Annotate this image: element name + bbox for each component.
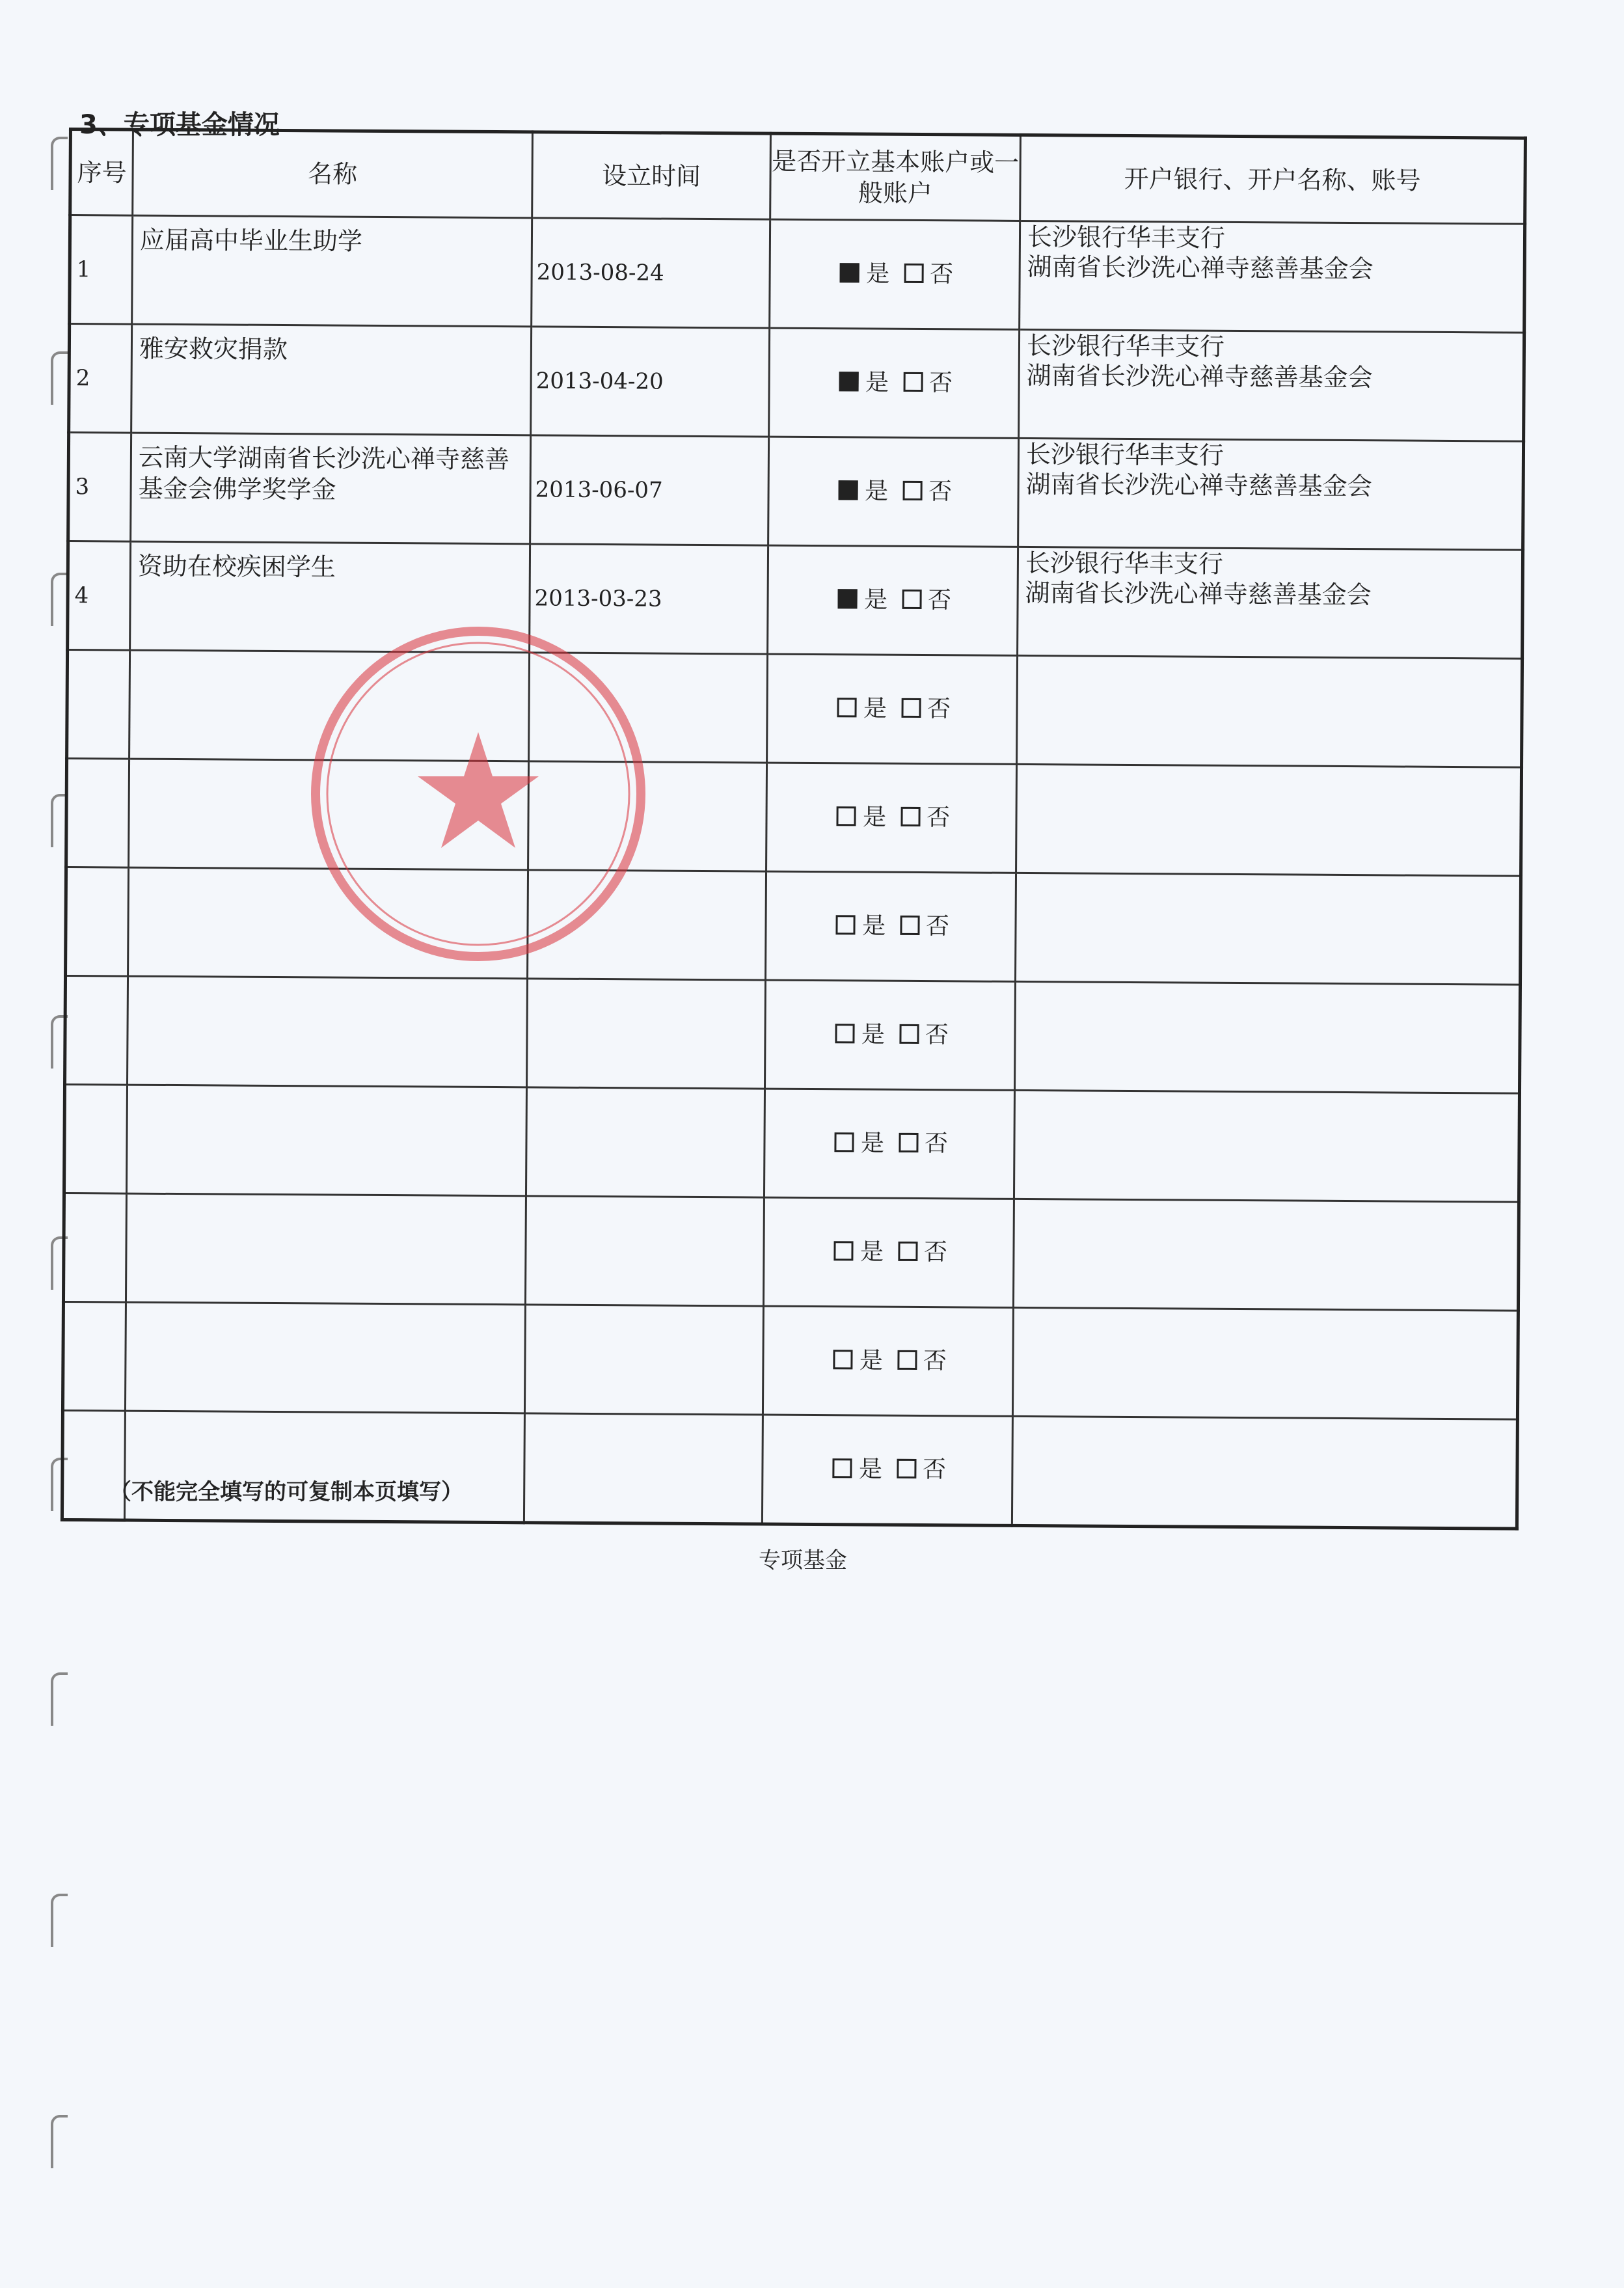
binder-hole-icon [51,573,68,626]
row-account-name: 湖南省长沙洗心禅寺慈善基金会 [1027,252,1374,284]
row-fund-name[interactable]: 应届高中毕业生助学 [132,215,532,327]
row-fund-name[interactable] [126,1193,526,1305]
header-seq: 序号 [70,129,133,216]
row-account-choice [764,1089,1014,1199]
row-bank-info[interactable] [1020,221,1525,333]
row-bank-info[interactable] [1014,981,1520,1093]
checkbox-checked-icon[interactable] [838,589,858,608]
row-account-choice [770,219,1020,329]
row-seq[interactable]: 4 [68,541,131,651]
checkbox-unchecked-icon[interactable] [897,1350,917,1370]
row-bank-name: 长沙银行华丰支行 [1026,331,1225,361]
option-yes-label: 是 [861,1021,886,1048]
table-row [70,215,1525,333]
special-fund-table [61,128,1527,1531]
table-body [62,215,1524,1529]
row-fund-name[interactable]: 雅安救灾捐款 [131,324,532,435]
option-yes-label: 是 [866,260,890,288]
row-account-choice [768,545,1018,655]
row-bank-info[interactable] [1018,438,1524,550]
option-no-label: 否 [930,261,954,288]
row-setup-date[interactable]: 2013-04-20 [531,327,770,437]
option-yes-label: 是 [859,1347,884,1374]
row-account-choice [765,980,1015,1090]
table-row [68,433,1524,551]
row-bank-name: 长沙银行华丰支行 [1027,223,1226,252]
checkbox-unchecked-icon[interactable] [897,1459,916,1478]
option-no-label: 否 [923,1348,947,1375]
binder-hole-icon [51,1672,68,1726]
row-bank-info[interactable] [1016,764,1522,876]
row-account-name: 湖南省长沙洗心禅寺慈善基金会 [1025,578,1372,610]
header-date: 设立时间 [532,132,771,219]
option-no-label: 否 [922,1456,947,1484]
row-account-choice [762,1415,1012,1525]
option-no-label: 否 [926,804,951,832]
checkbox-unchecked-icon[interactable] [902,481,922,500]
row-bank-info[interactable] [1012,1416,1517,1529]
option-no-label: 否 [927,587,952,614]
row-account-choice [766,871,1016,981]
row-fund-name[interactable]: 资助在校疾困学生 [130,541,530,653]
checkbox-unchecked-icon[interactable] [836,915,856,934]
row-bank-info[interactable] [1018,547,1523,659]
option-no-label: 否 [924,1130,949,1158]
row-fund-name[interactable] [125,1302,525,1413]
checkbox-unchecked-icon[interactable] [900,916,919,935]
row-account-choice [766,763,1017,873]
row-setup-date[interactable] [528,761,767,871]
row-setup-date[interactable] [529,653,768,763]
checkbox-unchecked-icon[interactable] [899,1133,918,1152]
checkbox-unchecked-icon[interactable] [835,1024,855,1043]
binder-hole-icon [51,137,68,190]
row-fund-name[interactable]: 云南大学湖南省长沙洗心禅寺慈善基金会佛学奖学金 [131,433,531,544]
row-fund-name[interactable] [129,650,530,761]
option-yes-label: 是 [861,912,886,940]
row-seq[interactable] [67,650,130,759]
row-setup-date[interactable] [524,1413,763,1524]
binder-hole-icon [51,351,68,405]
row-account-choice [768,437,1019,547]
row-seq[interactable]: 3 [68,433,131,542]
row-account-choice [767,654,1018,764]
checkbox-checked-icon[interactable] [839,372,859,391]
table-row [69,324,1524,442]
table-row [63,1193,1519,1311]
checkbox-checked-icon[interactable] [840,263,859,282]
option-no-label: 否 [928,478,953,506]
row-setup-date[interactable] [525,1196,764,1306]
checkbox-unchecked-icon[interactable] [837,698,857,717]
table-row [66,867,1521,985]
row-bank-info[interactable] [1013,1199,1519,1311]
row-setup-date[interactable] [527,979,766,1089]
option-no-label: 否 [929,370,953,397]
option-yes-label: 是 [863,586,888,614]
page-footer: 专项基金 [759,1547,847,1573]
row-setup-date[interactable] [524,1305,763,1415]
fund-table-wrapper [61,128,1524,1484]
row-bank-name: 长沙银行华丰支行 [1025,439,1225,470]
header-account: 是否开立基本账户或一般账户 [770,133,1021,221]
option-no-label: 否 [923,1239,948,1266]
table-row [64,1084,1519,1202]
table-row [68,541,1523,659]
row-fund-name[interactable] [128,867,528,979]
row-seq[interactable] [65,975,128,1085]
row-bank-name: 长沙银行华丰支行 [1025,548,1224,579]
row-fund-name[interactable] [124,1411,524,1523]
checkbox-unchecked-icon[interactable] [837,806,856,826]
checkbox-unchecked-icon[interactable] [833,1350,853,1369]
checkbox-unchecked-icon[interactable] [900,807,920,826]
checkbox-unchecked-icon[interactable] [904,264,923,283]
option-yes-label: 是 [863,695,887,722]
checkbox-unchecked-icon[interactable] [901,698,921,718]
section-title: 3、专项基金情况 [79,110,280,140]
option-yes-label: 是 [859,1238,884,1266]
header-bank: 开户银行、开户名称、账号 [1020,135,1526,224]
table-row [65,975,1521,1093]
checkbox-unchecked-icon[interactable] [835,1132,854,1152]
checkbox-unchecked-icon[interactable] [833,1458,852,1478]
row-setup-date[interactable]: 2013-08-24 [532,218,770,328]
option-yes-label: 是 [858,1456,883,1483]
table-row [66,758,1522,876]
row-fund-name[interactable] [129,759,529,870]
option-no-label: 否 [925,1022,949,1049]
checkbox-unchecked-icon[interactable] [834,1241,854,1260]
checkbox-unchecked-icon[interactable] [902,590,921,609]
row-setup-date[interactable] [528,870,766,980]
option-yes-label: 是 [860,1130,885,1157]
checkbox-checked-icon[interactable] [839,480,858,500]
row-seq[interactable] [64,1084,127,1193]
header-name: 名称 [133,129,533,218]
option-no-label: 否 [927,696,951,723]
row-seq[interactable]: 2 [69,324,132,433]
row-bank-info[interactable] [1017,655,1522,767]
checkbox-unchecked-icon[interactable] [898,1242,917,1261]
binder-hole-icon [51,2115,68,2168]
row-seq[interactable] [66,758,129,867]
table-header-row [70,129,1526,225]
row-account-choice [769,328,1020,438]
row-account-choice [763,1197,1014,1307]
row-setup-date[interactable]: 2013-03-23 [530,544,768,654]
option-yes-label: 是 [864,478,889,505]
row-bank-info[interactable] [1014,1090,1519,1202]
row-setup-date[interactable]: 2013-06-07 [530,435,769,545]
row-setup-date[interactable] [526,1087,765,1197]
option-yes-label: 是 [862,804,887,831]
footnote: （不能完全填写的可复制本页填写） [109,1479,463,1505]
row-seq[interactable] [63,1193,126,1302]
checkbox-unchecked-icon[interactable] [899,1024,919,1044]
row-seq[interactable] [66,867,129,976]
row-bank-info[interactable] [1016,873,1521,985]
option-no-label: 否 [925,913,950,940]
row-seq[interactable]: 1 [70,215,133,325]
option-yes-label: 是 [865,369,889,396]
row-account-name: 湖南省长沙洗心禅寺慈善基金会 [1026,361,1373,392]
table-row [62,1410,1517,1529]
row-seq[interactable] [62,1301,126,1411]
row-fund-name[interactable] [128,976,528,1087]
binder-hole-icon [51,1894,68,1947]
row-bank-info[interactable] [1019,329,1524,441]
row-bank-info[interactable] [1012,1307,1518,1419]
table-row [62,1301,1518,1419]
table-row [67,650,1522,768]
row-account-choice [763,1306,1013,1416]
row-account-name: 湖南省长沙洗心禅寺慈善基金会 [1025,469,1372,501]
checkbox-unchecked-icon[interactable] [903,372,923,392]
row-fund-name[interactable] [126,1085,526,1196]
